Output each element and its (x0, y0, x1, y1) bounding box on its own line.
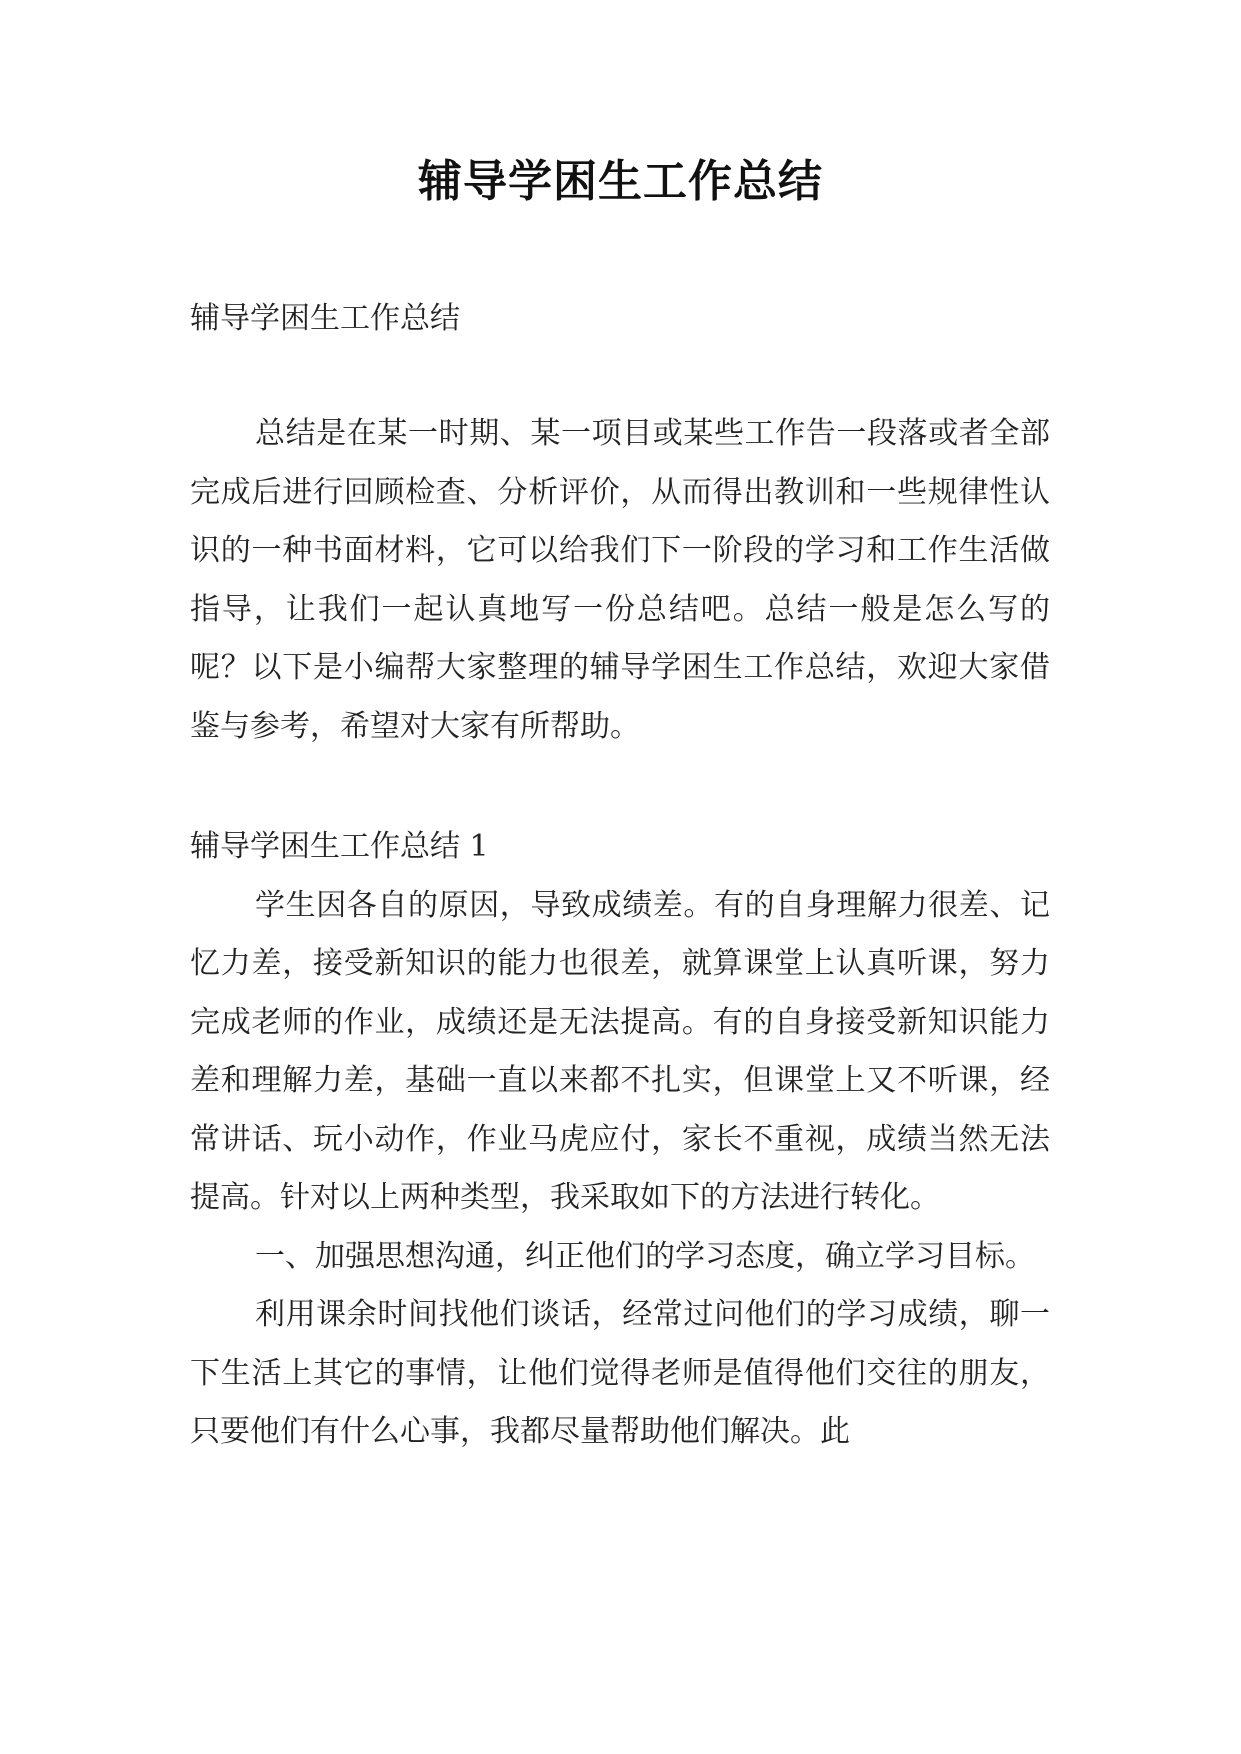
section-1-subheading: 一、加强思想沟通，纠正他们的学习态度，确立学习目标。 (255, 1238, 1035, 1274)
section-1-paragraph: 利用课余时间找他们谈话，经常过问他们的学习成绩，聊一下生活上其它的事情，让他们觉得老师是值得他们交往的朋友，只要他们有什么心事，我都尽量帮助他们解决。此 (190, 1297, 1050, 1449)
intro-section (190, 405, 1050, 756)
section-1-paragraph: 学生因各自的原因，导致成绩差。有的自身理解力很差、记忆力差，接受新知识的能力也很差，就算课堂上认真听课，努力完成老师的作业，成绩还是无法提高。有的自身接受新知识能力差和理解力差，基础一直以来都不扎实，但课堂上又不听课，经常讲话、玩小动作，作业马虎应付，家长不重视，成绩当然无法提高。针对以上两种类型，我采取如下的方法进行转化。 (190, 887, 1050, 1215)
section-1 (190, 818, 1050, 1462)
intro-paragraph: 总结是在某一时期、某一项目或某些工作告一段落或者全部完成后进行回顾检查、分析评价，从而得出教训和一些规律性认识的一种书面材料，它可以给我们下一阶段的学习和工作生活做指导，让我们一起认真地写一份总结吧。总结一般是怎么写的呢？以下是小编帮大家整理的辅导学困生工作总结，欢迎大家借鉴与参考，希望对大家有所帮助。 (190, 416, 1050, 744)
document-title: 辅导学困生工作总结 (418, 156, 823, 207)
subtitle-text: 辅导学困生工作总结 (190, 301, 460, 336)
section-1-heading: 辅导学困生工作总结 1 (190, 829, 489, 864)
document-subtitle (190, 290, 1050, 349)
